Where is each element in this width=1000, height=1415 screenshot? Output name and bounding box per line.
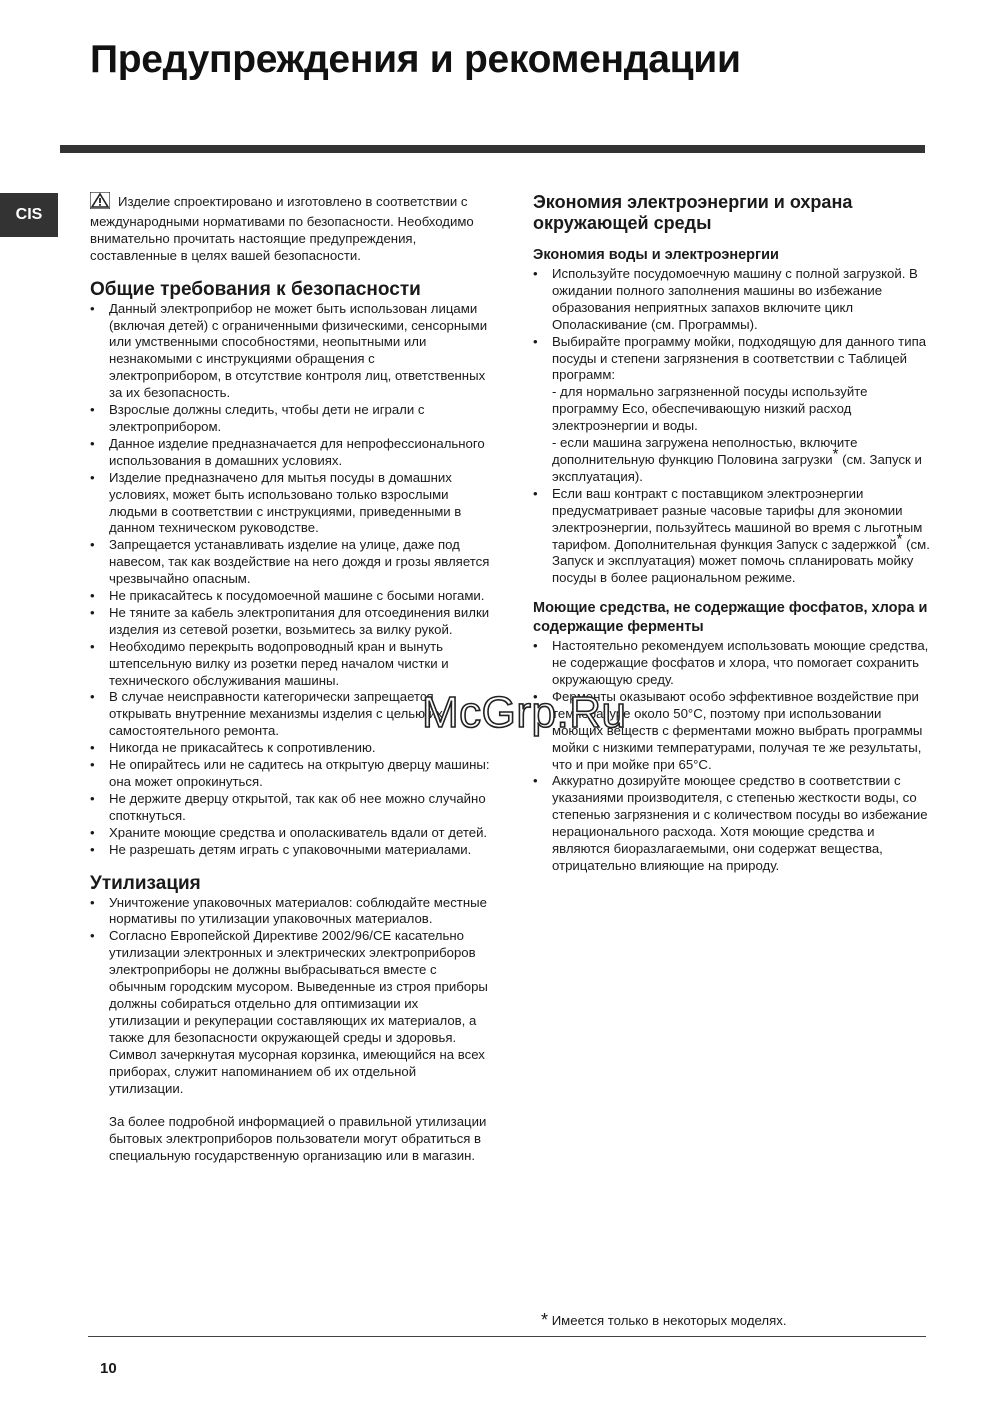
safety-item: • Не держите дверцу открытой, так как об нее можно случайно споткнуться. (90, 791, 490, 825)
footnote-mark: * (541, 1310, 549, 1330)
water-item (533, 334, 933, 486)
water-item-text: Если ваш контракт с поставщиком электроэнергии предусматривает разные часовые тарифы для экономии электроэнергии, пользуйтесь машиной во время с льготным тарифом. Дополнительная функция Запуск с задержкой (552, 485, 923, 552)
disposal-note: За более подробной информацией о правильной утилизации бытовых электроприборов пользователи могут обратиться в специальную государственную организацию или в магазин. (109, 1114, 487, 1164)
warning-triangle-icon (90, 192, 110, 214)
safety-item: • Запрещается устанавливать изделие на улице, даже под навесом, так как воздействие на него дождя и грозы является чрезвычайно опасным. (90, 537, 490, 588)
footer-divider (88, 1336, 926, 1337)
water-item-sub: - для нормально загрязненной посуды используйте программу Eco, обеспечивающую низкий расход электроэнергии и воды. (552, 384, 868, 434)
disposal-item: • Согласно Европейской Директиве 2002/96/CE касательно утилизации электронных и электрических электроприборов электроприборы не должны выбрасываться вместе с обычным городским мусором. Выведенные из строя приборы должны собираться отдельно для оптимизации их утилизации и рекуперации составляющих их материалов, а также для безопасности окружающей среды и здоровья. Символ зачеркнутая мусорная корзинка, имеющийся на всех приборах, служит напоминанием об их отдельной утилизации. (90, 928, 490, 1097)
water-item (533, 486, 933, 587)
right-column (533, 192, 933, 875)
disposal-heading: Утилизация (90, 872, 201, 894)
header-divider (60, 145, 925, 153)
safety-item: • Изделие предназначено для мытья посуды в домашних условиях, может быть использовано только взрослыми людьми в соответствии с инструкциями, приведенными в данном техническом руководстве. (90, 470, 490, 538)
disposal-item: • Уничтожение упаковочных материалов: соблюдайте местные нормативы по утилизации упаковочных материалов. (90, 895, 490, 929)
energy-heading: Экономия электроэнергии и охрана окружающей среды (533, 192, 853, 233)
disposal-list (90, 895, 490, 1098)
safety-item: • Не разрешать детям играть с упаковочными материалами. (90, 842, 490, 859)
water-heading: Экономия воды и электроэнергии (533, 247, 779, 263)
footnote (541, 1309, 787, 1330)
detergents-item: • Аккуратно дозируйте моющее средство в соответствии с указаниями производителя, с степенью жесткости воды, со степенью загрязнения и с количеством посуды во избежание нерационального расхода. Хотя моющие средства и являются биоразлагаемыми, они содержат вещества, отрицательно влияющие на природу. (533, 773, 933, 874)
asterisk-mark: * (896, 530, 903, 548)
safety-item: • Данное изделие предназначается для непрофессионального использования в домашних условиях. (90, 436, 490, 470)
safety-item: • Не тяните за кабель электропитания для отсоединения вилки изделия из сетевой розетки, возьмитесь за вилку рукой. (90, 605, 490, 639)
safety-item: • Необходимо перекрыть водопроводный кран и вынуть штепсельную вилку из розетки перед началом чистки и технического обслуживания машины. (90, 639, 490, 690)
detergents-item: • Ферменты оказывают особо эффективное воздействие при температуре около 50°C, поэтому при использовании моющих веществ с ферментами можно выбрать программы мойки с низкими температурами, получая те же результаты, что и при мойке при 65°C. (533, 689, 933, 774)
language-tab: CIS (0, 193, 58, 237)
water-item: • Используйте посудомоечную машину с полной загрузкой. В ожидании полного заполнения машины во избежание образования неприятных запахов включите цикл Ополаскивание (см. Программы). (533, 266, 933, 334)
intro-text: Изделие спроектировано и изготовлено в соответствии с международными нормативами по безопасности. Необходимо внимательно прочитать настоящие предупреждения, составленные в целях вашей безопасности. (90, 194, 474, 263)
watermark: McGrp.Ru (422, 688, 627, 737)
water-item-sub: (см. Запуск и эксплуатация). (552, 451, 922, 484)
left-column (90, 192, 490, 1165)
water-item-text: (см. Запуск и эксплуатация) может помочь спланировать мойку посуды в более рациональном режиме. (552, 536, 930, 586)
safety-item: • Не опирайтесь или не садитесь на открытую дверцу машины: она может опрокинуться. (90, 757, 490, 791)
safety-item: • Храните моющие средства и ополаскиватель вдали от детей. (90, 825, 490, 842)
water-item-main: Выбирайте программу мойки, подходящую для данного типа посуды и степени загрязнения в соответствии с Таблицей программ: (552, 333, 927, 383)
safety-item: • Взрослые должны следить, чтобы дети не играли с электроприбором. (90, 402, 490, 436)
asterisk-mark: * (832, 445, 839, 463)
safety-heading: Общие требования к безопасности (90, 278, 421, 300)
detergents-heading: Моющие средства, не содержащие фосфатов, хлора и содержащие ферменты (533, 600, 928, 636)
footnote-text: Имеется только в некоторых моделях. (551, 1313, 787, 1328)
safety-list (90, 301, 490, 859)
intro-paragraph (90, 192, 490, 265)
page-title: Предупреждения и рекомендации (90, 38, 741, 81)
detergents-list (533, 638, 933, 875)
safety-item: • Не прикасайтесь к посудомоечной машине с босыми ногами. (90, 588, 490, 605)
detergents-item: • Настоятельно рекомендуем использовать моющие средства, не содержащие фосфатов и хлора, что помогает сохранить окружающую среду. (533, 638, 933, 689)
safety-item: • В случае неисправности категорически запрещается открывать внутренние механизмы изделия с целью их самостоятельного ремонта. (90, 689, 490, 740)
safety-item: • Никогда не прикасайтесь к сопротивлению. (90, 740, 490, 757)
page-number: 10 (100, 1360, 117, 1377)
safety-item: • Данный электроприбор не может быть использован лицами (включая детей) с ограниченными физическими, сенсорными или умственными способностями, неопытными или незнакомыми с инструкциями обращения с электроприбором, в отсутствие контроля лиц, ответственных за их безопасность. (90, 301, 490, 402)
water-item-sub: - если машина загружена неполностью, включите дополнительную функцию Половина загрузки (552, 435, 858, 467)
water-list (533, 266, 933, 587)
